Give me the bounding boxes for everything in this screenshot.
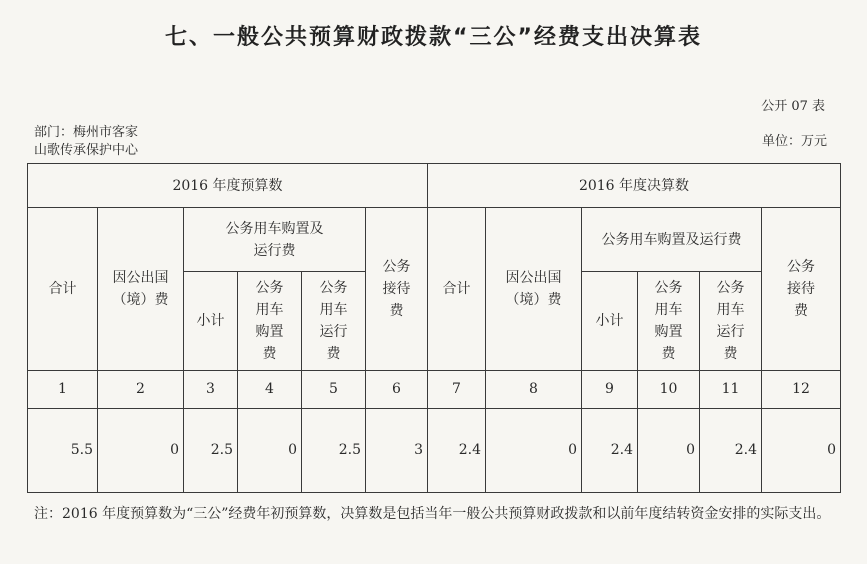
value-cell: 0	[486, 408, 582, 492]
header-vehicle-budget: 公务用车购置及运行费	[184, 208, 366, 272]
form-number: 公开 07 表	[761, 99, 825, 114]
group-header-final: 2016 年度决算数	[428, 164, 841, 208]
col-number: 1	[28, 370, 98, 408]
col-number: 2	[98, 370, 184, 408]
page-title: 七、一般公共预算财政拨款“三公”经费支出决算表	[165, 25, 702, 50]
expense-table	[27, 163, 841, 493]
col-number: 10	[638, 370, 700, 408]
department-line-1: 部门：梅州市客家	[34, 125, 139, 140]
footnote: 注：2016 年度预算数为“三公”经费年初预算数，决算数是包括当年一般公共预算财政拨款和以前年度结转资金安排的实际支出。	[34, 506, 831, 522]
value-cell: 3	[366, 408, 428, 492]
header-subtotal-budget: 小计	[184, 272, 238, 370]
header-subtotal-final: 小计	[582, 272, 638, 370]
header-purchase-budget: 公务用车购置费	[238, 272, 302, 370]
header-reception-final: 公务接待费	[762, 208, 841, 370]
header-abroad-budget: 因公出国（境）费	[98, 208, 184, 370]
header-reception-budget: 公务接待费	[366, 208, 428, 370]
value-cell: 2.4	[428, 408, 486, 492]
col-number: 5	[302, 370, 366, 408]
value-cell: 0	[762, 408, 841, 492]
col-number: 8	[486, 370, 582, 408]
col-number: 11	[700, 370, 762, 408]
header-total-budget: 合计	[28, 208, 98, 370]
department	[34, 124, 174, 160]
value-cell: 2.5	[184, 408, 238, 492]
value-cell: 2.5	[302, 408, 366, 492]
header-purchase-final: 公务用车购置费	[638, 272, 700, 370]
value-cell: 0	[638, 408, 700, 492]
value-cell: 2.4	[582, 408, 638, 492]
header-abroad-final: 因公出国（境）费	[486, 208, 582, 370]
col-number: 6	[366, 370, 428, 408]
header-vehicle-final: 公务用车购置及运行费	[582, 208, 762, 272]
col-number: 9	[582, 370, 638, 408]
department-line-2: 山歌传承保护中心	[34, 143, 139, 158]
value-cell: 0	[98, 408, 184, 492]
value-cell: 0	[238, 408, 302, 492]
col-number: 7	[428, 370, 486, 408]
header-operation-budget: 公务用车运行费	[302, 272, 366, 370]
header-operation-final: 公务用车运行费	[700, 272, 762, 370]
col-number: 4	[238, 370, 302, 408]
header-total-final: 合计	[428, 208, 486, 370]
group-header-budget: 2016 年度预算数	[28, 164, 428, 208]
unit-label: 单位：万元	[761, 134, 827, 149]
value-cell: 5.5	[28, 408, 98, 492]
col-number: 12	[762, 370, 841, 408]
value-cell: 2.4	[700, 408, 762, 492]
col-number: 3	[184, 370, 238, 408]
